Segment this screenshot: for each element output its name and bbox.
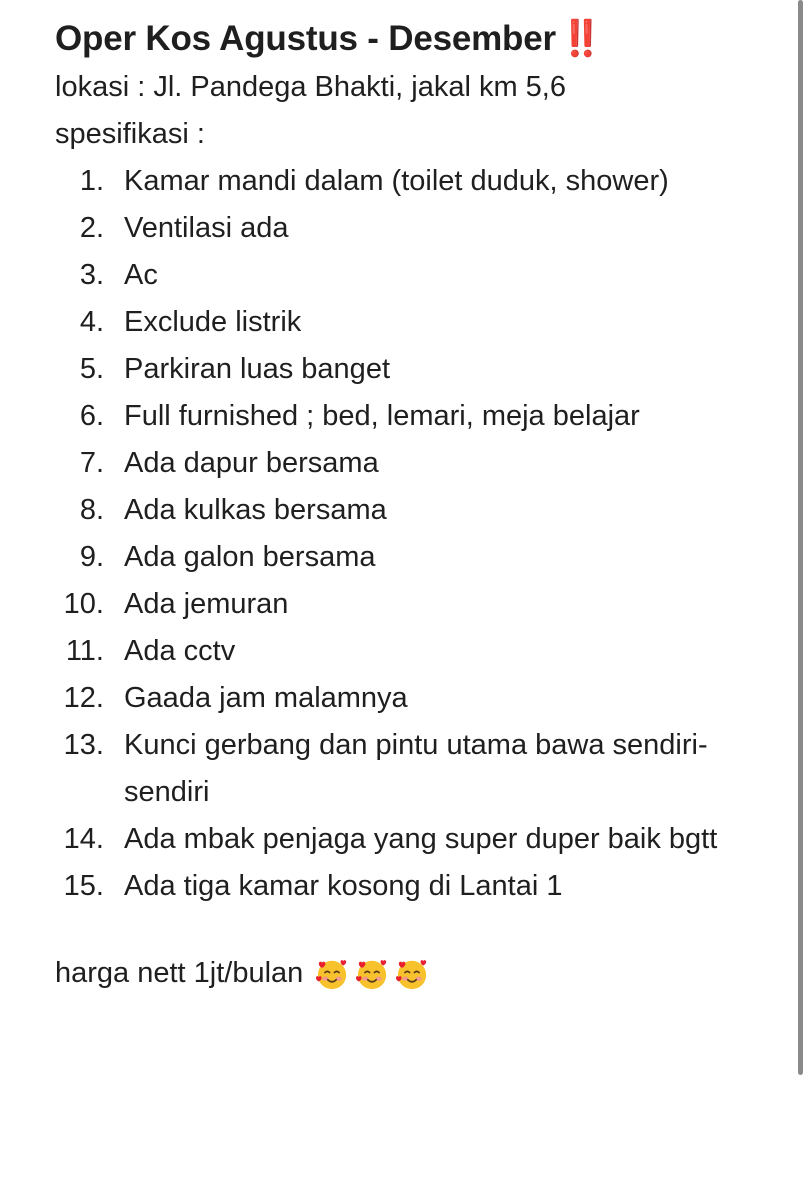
list-item-number: 12. — [63, 682, 104, 714]
list-item-number: 13. — [63, 729, 104, 761]
list-item — [55, 393, 795, 440]
list-item-number: 6. — [79, 400, 104, 432]
list-item — [55, 346, 795, 393]
list-item — [55, 816, 795, 863]
list-item-number: 2. — [79, 212, 104, 244]
list-item-text: Kunci gerbang dan pintu utama bawa sendiri-sendiri — [124, 729, 708, 808]
list-item — [55, 440, 795, 487]
list-item-number: 1. — [79, 165, 104, 197]
list-item-text: Kamar mandi dalam (toilet duduk, shower) — [124, 165, 669, 197]
location-line: lokasi : Jl. Pandega Bhakti, jakal km 5,6 — [55, 71, 566, 103]
list-item-number: 7. — [79, 447, 104, 479]
list-item-number: 9. — [79, 541, 104, 573]
blank-line — [55, 910, 795, 950]
list-item — [55, 628, 795, 675]
price-text: harga nett 1jt/bulan — [55, 957, 304, 989]
list-item — [55, 158, 795, 205]
list-item-text: Ada jemuran — [124, 588, 289, 620]
list-item-text: Ada cctv — [124, 635, 236, 667]
list-item — [55, 534, 795, 581]
list-item — [55, 205, 795, 252]
list-item-text: Gaada jam malamnya — [124, 682, 408, 714]
list-item-number: 15. — [63, 870, 104, 902]
list-item-number: 10. — [63, 588, 104, 620]
list-item-text: Exclude listrik — [124, 306, 302, 338]
list-item-number: 4. — [79, 306, 104, 338]
list-item — [55, 299, 795, 346]
list-item-text: Ada tiga kamar kosong di Lantai 1 — [124, 870, 563, 902]
list-item — [55, 675, 795, 722]
spec-list — [55, 158, 795, 910]
list-item-text: Ada galon bersama — [124, 541, 376, 573]
list-item-text: Ada kulkas bersama — [124, 494, 387, 526]
smiling-face-with-hearts-icon — [355, 957, 389, 991]
list-item-text: Full furnished ; bed, lemari, meja belajar — [124, 400, 640, 432]
double-exclamation-icon: ‼️ — [559, 19, 599, 58]
list-item-number: 3. — [79, 259, 104, 291]
list-item — [55, 722, 795, 816]
list-item-text: Ac — [124, 259, 158, 291]
note-title — [55, 14, 795, 64]
price-line — [55, 950, 795, 997]
list-item — [55, 581, 795, 628]
list-item — [55, 487, 795, 534]
list-item-text: Parkiran luas banget — [124, 353, 390, 385]
smiling-face-with-hearts-icon — [395, 957, 429, 991]
spec-label: spesifikasi : — [55, 118, 205, 150]
list-item-text: Ada dapur bersama — [124, 447, 379, 479]
list-item-text: Ada mbak penjaga yang super duper baik bgtt — [124, 823, 718, 855]
smiling-face-with-hearts-icon — [315, 957, 349, 991]
list-item — [55, 252, 795, 299]
list-item-number: 11. — [65, 635, 104, 667]
note-content — [55, 14, 795, 997]
list-item-number: 5. — [79, 353, 104, 385]
scrollbar[interactable] — [798, 0, 803, 1075]
list-item-number: 14. — [63, 823, 104, 855]
list-item-number: 8. — [79, 494, 104, 526]
list-item — [55, 863, 795, 910]
note-title-text: Oper Kos Agustus - Desember — [55, 19, 556, 58]
list-item-text: Ventilasi ada — [124, 212, 289, 244]
